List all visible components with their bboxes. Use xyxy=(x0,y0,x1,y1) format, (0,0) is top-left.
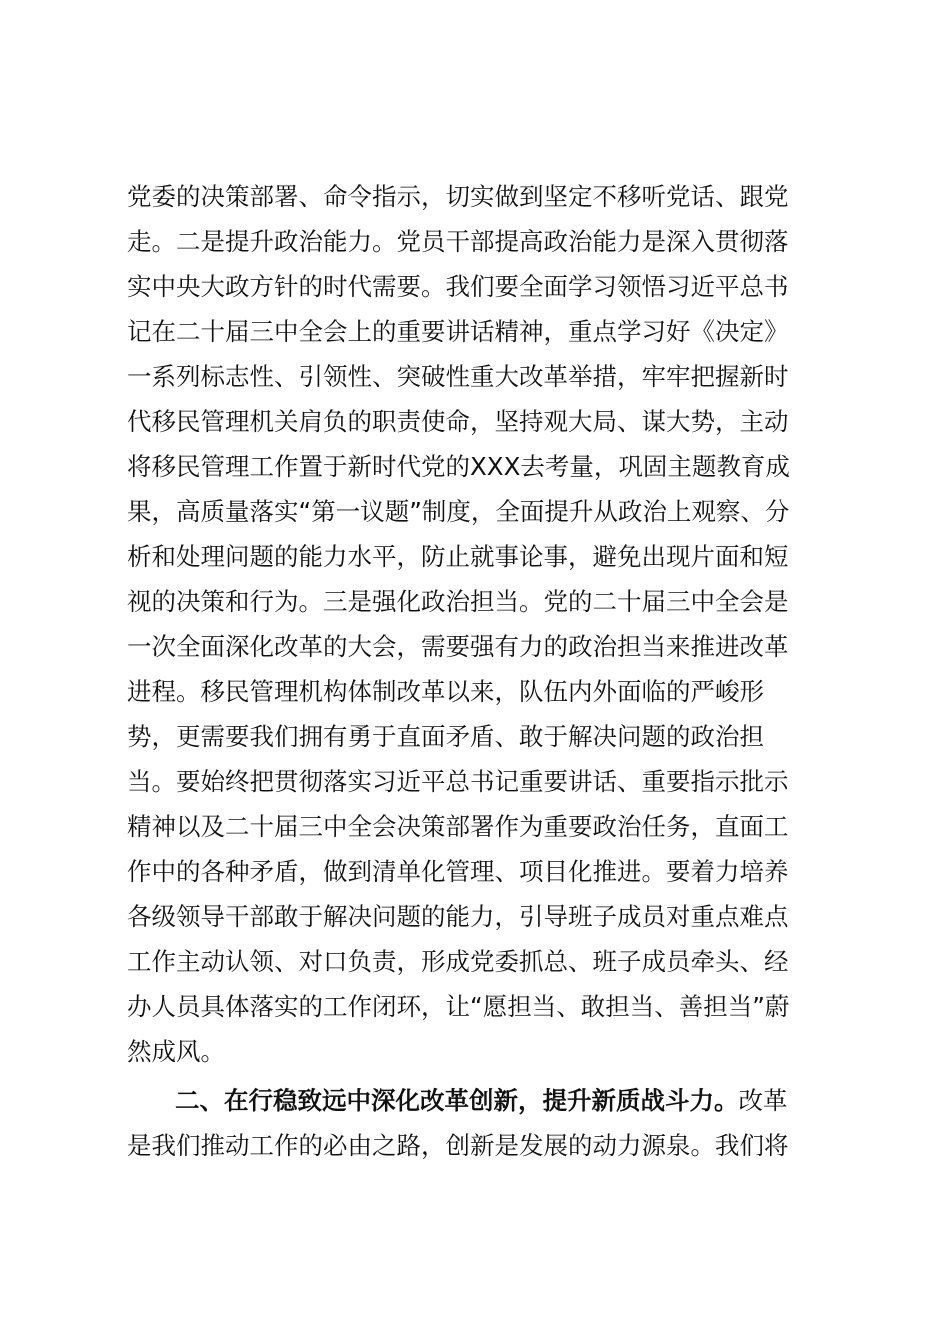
text-line: 作中的各种矛盾，做到清单化管理、项目化推进。要着力培养 xyxy=(127,857,789,886)
text-line: 势，更需要我们拥有勇于直面矛盾、敢于解决问题的政治担 xyxy=(127,722,764,751)
text-line: 视的决策和行为。三是强化政治担当。党的二十届三中全会是 xyxy=(127,587,789,616)
document-body xyxy=(127,174,827,1168)
text-line: 实中央大政方针的时代需要。我们要全面学习领悟习近平总书 xyxy=(127,272,789,301)
text-line: 果，高质量落实“第一议题”制度，全面提升从政治上观察、分 xyxy=(127,497,790,526)
text-line: 走。二是提升政治能力。党员干部提高政治能力是深入贯彻落 xyxy=(127,227,789,256)
text-line: 是我们推动工作的必由之路，创新是发展的动力源泉。我们将 xyxy=(127,1131,789,1160)
text-line: 党委的决策部署、命令指示，切实做到坚定不移听党话、跟党 xyxy=(127,182,789,211)
section-2-text: 改革 xyxy=(738,1086,788,1115)
text-line: 析和处理问题的能力水平，防止就事论事，避免出现片面和短 xyxy=(127,542,789,571)
text-line: 精神以及二十届三中全会决策部署作为重要政治任务，直面工 xyxy=(127,812,789,841)
text-line: 记在二十届三中全会上的重要讲话精神，重点学习好《决定》 xyxy=(127,317,789,346)
text-line: 然成风。 xyxy=(127,1037,225,1066)
text-line: 将移民管理工作置于新时代党的XXX去考量，巩固主题教育成 xyxy=(127,452,790,481)
section-2-first-line xyxy=(127,1078,827,1123)
text-line: 各级领导干部敢于解决问题的能力，引导班子成员对重点难点 xyxy=(127,902,789,931)
text-line: 当。要始终把贯彻落实习近平总书记重要讲话、重要指示批示 xyxy=(127,767,789,796)
section-2-heading: 二、在行稳致远中深化改革创新，提升新质战斗力。 xyxy=(175,1086,739,1115)
text-line: 进程。移民管理机构体制改革以来，队伍内外面临的严峻形 xyxy=(127,677,764,706)
text-line: 工作主动认领、对口负责，形成党委抓总、班子成员牵头、经 xyxy=(127,947,789,976)
text-line: 一次全面深化改革的大会，需要强有力的政治担当来推进改革 xyxy=(127,632,789,661)
text-line: 代移民管理机关肩负的职责使命，坚持观大局、谋大势，主动 xyxy=(127,407,789,436)
text-line: 办人员具体落实的工作闭环，让“愿担当、敢担当、善担当”蔚 xyxy=(127,992,790,1021)
text-line: 一系列标志性、引领性、突破性重大改革举措，牢牢把握新时 xyxy=(127,362,789,391)
